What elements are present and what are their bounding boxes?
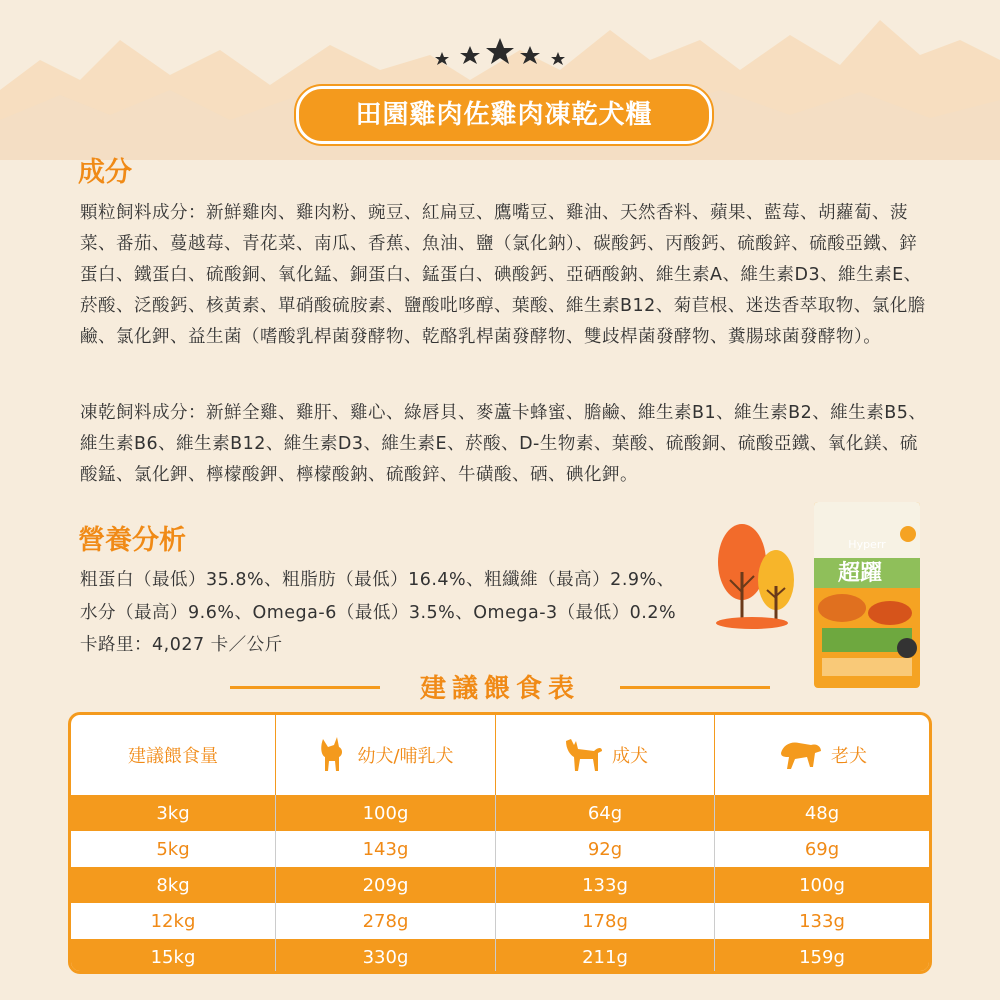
nutrition-line-3: 卡路里：4,027 卡／公斤 [80, 635, 283, 655]
weight-cell: 15kg [71, 939, 276, 974]
adult-cell: 133g [496, 867, 715, 903]
senior-cell: 48g [804, 802, 840, 824]
senior-cell: 100g [799, 874, 845, 896]
adult-cell: 92g [496, 831, 715, 867]
product-title: 田園雞肉佐雞肉凍乾犬糧 [296, 86, 712, 144]
table-row [71, 867, 929, 903]
adult-cell: 64g [496, 795, 715, 831]
table-header-row [71, 715, 929, 795]
feeding-table-title-wrap [230, 668, 770, 704]
puppy-cell: 100g [276, 795, 496, 831]
product-bag-image [812, 498, 922, 692]
header-adult: 成犬 [496, 715, 715, 795]
nutrition-heading: 營養分析 [78, 525, 186, 556]
table-row [71, 903, 929, 939]
table-row [71, 795, 929, 831]
weight-cell: 8kg [71, 867, 276, 903]
rating-stars [430, 36, 570, 76]
weight-cell: 5kg [71, 831, 276, 867]
nutrition-line-1: 粗蛋白（最低）35.8%、粗脂肪（最低）16.4%、粗纖維（最高）2.9%、 [80, 570, 675, 590]
weight-cell: 3kg [71, 795, 276, 831]
freeze-dried-ingredients: 凍乾飼料成分：新鮮全雞、雞肝、雞心、綠唇貝、麥蘆卡蜂蜜、膽鹼、維生素B1、維生素B2、維生素B5、維生素B6、維生素B12、維生素D3、維生素E、菸酸、D-生物素、葉酸、硫酸銅、硫酸亞鐵、氧化鎂、硫酸錳、氯化鉀、檸檬酸鉀、檸檬酸鈉、硫酸鋅、牛磺酸、硒、碘化鉀。 [80, 403, 927, 485]
senior-cell: 133g [799, 910, 845, 932]
table-row [71, 939, 929, 974]
feeding-table-title: 建議餵食表 [419, 674, 580, 704]
adult-cell: 178g [496, 903, 715, 939]
adult-cell: 211g [496, 939, 715, 974]
nutrition-line-2: 水分（最高）9.6%、Omega-6（最低）3.5%、Omega-3（最低）0.2% [80, 603, 677, 623]
header-amount: 建議餵食量 [71, 715, 276, 795]
header-puppy: 幼犬/哺乳犬 [276, 715, 496, 795]
bag-name: 超躍 [837, 561, 883, 586]
senior-cell: 69g [804, 838, 840, 860]
puppy-cell: 330g [276, 939, 496, 974]
puppy-cell: 143g [276, 831, 496, 867]
kibble-ingredients: 顆粒飼料成分：新鮮雞肉、雞肉粉、豌豆、紅扁豆、鷹嘴豆、雞油、天然香料、蘋果、藍莓、胡蘿蔔、菠菜、番茄、蔓越莓、青花菜、南瓜、香蕉、魚油、鹽（氯化鈉）、碳酸鈣、丙酸鈣、硫酸鋅、硫酸亞鐵、鋅蛋白、鐵蛋白、硫酸銅、氧化錳、銅蛋白、錳蛋白、碘酸鈣、亞硒酸鈉、維生素A、維生素D3、維生素E、菸酸、泛酸鈣、核黃素、單硝酸硫胺素、鹽酸吡哆醇、葉酸、維生素B12、菊苣根、迷迭香萃取物、氯化膽鹼、氯化鉀、益生菌（嗜酸乳桿菌發酵物、乾酪乳桿菌發酵物、雙歧桿菌發酵物、糞腸球菌發酵物）。 [80, 203, 926, 347]
feeding-table [68, 712, 932, 974]
table-row [71, 831, 929, 867]
puppy-cell: 278g [276, 903, 496, 939]
ingredients-heading: 成分 [78, 157, 132, 188]
header-senior: 老犬 [715, 715, 929, 795]
senior-dog-icon [777, 737, 825, 773]
bag-brand: Hyperr [848, 538, 886, 551]
puppy-icon [317, 735, 351, 775]
puppy-cell: 209g [276, 867, 496, 903]
weight-cell: 12kg [71, 903, 276, 939]
autumn-trees-illustration [712, 522, 817, 632]
adult-dog-icon [562, 735, 606, 775]
senior-cell: 159g [799, 946, 845, 968]
